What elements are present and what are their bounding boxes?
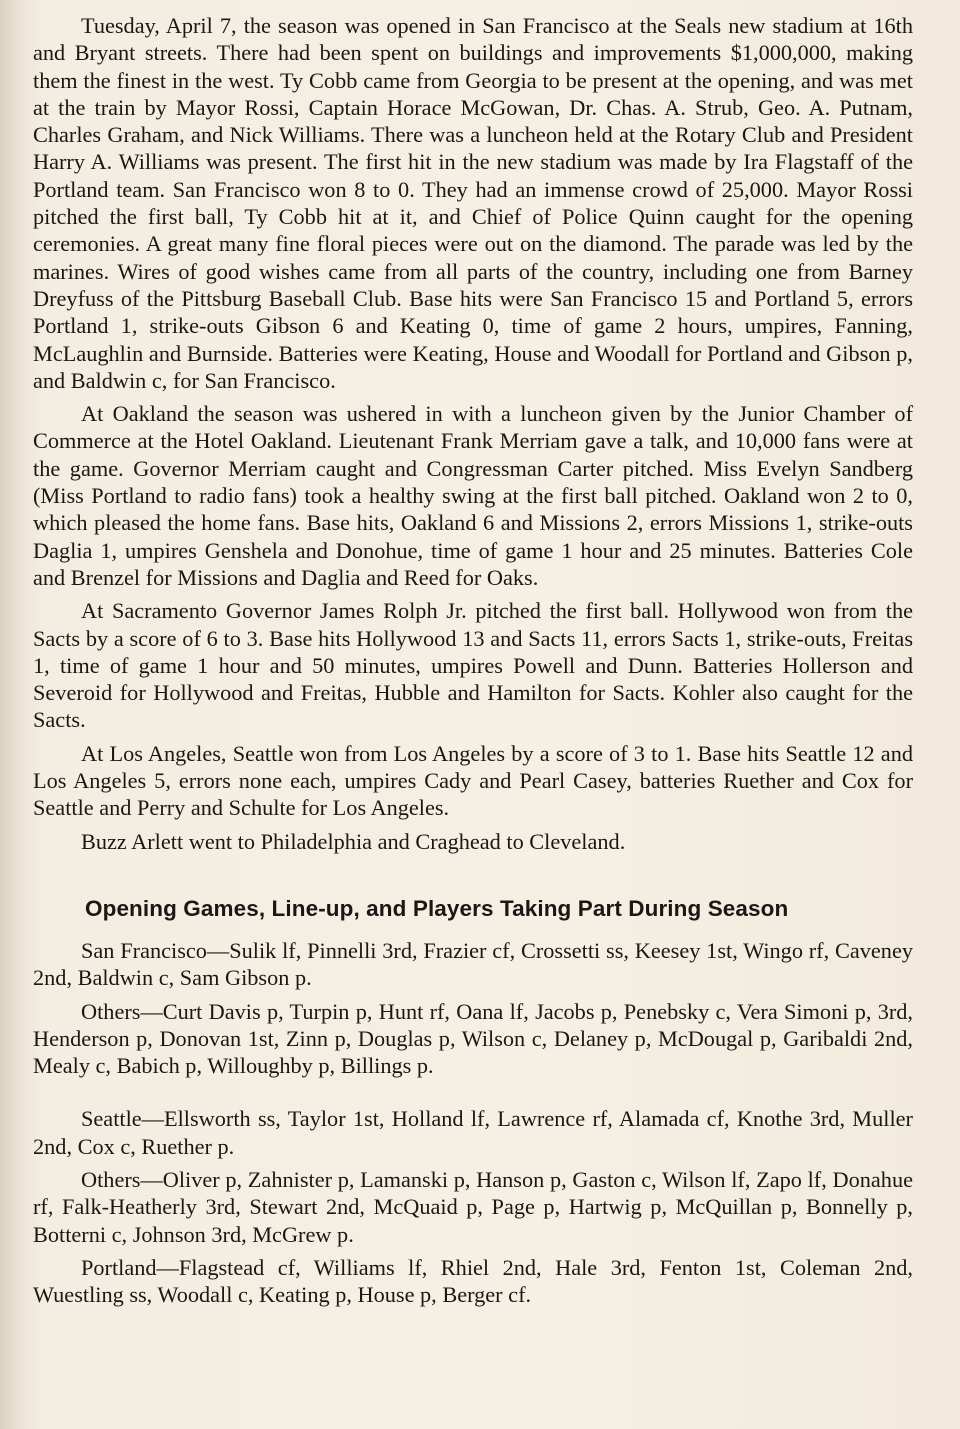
- paragraph-sacramento-opening: At Sacramento Governor James Rolph Jr. pitched the first ball. Hollywood won from the Sacts by a score of 6 to 3. Base hits Hollywood 13 and Sacts 11, errors Sacts 1, strike-outs, Freitas 1, time of game 1 hour and 50 minutes, umpires Powell and Dunn. Batteries Hollerson and Severoid for Hollywood and Freitas, Hubble and Hamilton for Sacts. Kohler also caught for the Sacts.: [33, 598, 913, 733]
- lineup-san-francisco-others: Others—Curt Davis p, Turpin p, Hunt rf, Oana lf, Jacobs p, Penebsky c, Vera Simoni p, 3rd, Henderson p, Donovan 1st, Zinn p, Douglas p, Wilson c, Delaney p, McDougal p, Garibaldi 2nd, Mealy c, Babich p, Willoughby p, Billings p.: [33, 998, 913, 1079]
- lineup-seattle-others: Others—Oliver p, Zahnister p, Lamanski p, Hanson p, Gaston c, Wilson lf, Zapo lf, Donahue rf, Falk-Heatherly 3rd, Stewart 2nd, McQuaid p, Page p, Hartwig p, McQuillan p, Bonnelly p, Botterni c, Johnson 3rd, McGrew p.: [33, 1166, 913, 1247]
- paragraph-los-angeles-opening: At Los Angeles, Seattle won from Los Angeles by a score of 3 to 1. Base hits Seattle 12 and Los Angeles 5, errors none each, umpires Cady and Pearl Casey, batteries Ruether and Cox for Seattle and Perry and Schulte for Los Angeles.: [33, 740, 913, 821]
- lineup-seattle: Seattle—Ellsworth ss, Taylor 1st, Holland lf, Lawrence rf, Alamada cf, Knothe 3rd, Muller 2nd, Cox c, Ruether p.: [33, 1106, 913, 1159]
- paragraph-player-transfers: Buzz Arlett went to Philadelphia and Craghead to Cleveland.: [81, 828, 626, 854]
- lineup-portland: Portland—Flagstead cf, Williams lf, Rhiel 2nd, Hale 3rd, Fenton 1st, Coleman 2nd, Wuestling ss, Woodall c, Keating p, House p, Berger cf.: [33, 1254, 913, 1308]
- paragraph-san-francisco-opening: Tuesday, April 7, the season was opened in San Francisco at the Seals new stadium at 16th and Bryant streets. There had been spent on buildings and improvements $1,000,000, making them the finest in the west. Ty Cobb came from Georgia to be present at the opening, and was met at the train by Mayor Rossi, Captain Horace McGowan, Dr. Chas. A. Strub, Geo. A. Putnam, Charles Graham, and Nick Williams. There was a luncheon held at the Rotary Club and President Harry A. Williams was present. The first hit in the new stadium was made by Ira Flagstaff of the Portland team. San Francisco won 8 to 0. They had an immense crowd of 25,000. Mayor Rossi pitched the first ball, Ty Cobb hit at it, and Chief of Police Quinn caught for the opening ceremonies. A great many fine floral pieces were out on the diamond. The parade was led by the marines. Wires of good wishes came from all parts of the country, including one from Barney Dreyfuss of the Pittsburg Baseball Club. Base hits were San Francisco 15 and Portland 5, errors Portland 1, strike-outs Gibson 6 and Keating 0, time of game 2 hours, umpires, Fanning, McLaughlin and Burnside. Batteries were Keating, House and Woodall for Portland and Gibson p, and Baldwin c, for San Francisco.: [33, 13, 913, 393]
- page-text: [33, 12, 913, 1314]
- paragraph-oakland-opening: At Oakland the season was ushered in with a luncheon given by the Junior Chamber of Commerce at the Hotel Oakland. Lieutenant Frank Merriam gave a talk, and 10,000 fans were at the game. Governor Merriam caught and Congressman Carter pitched. Miss Evelyn Sandberg (Miss Portland to radio fans) took a healthy swing at the first ball pitched. Oakland won 2 to 0, which pleased the home fans. Base hits, Oakland 6 and Missions 2, errors Missions 1, strike-outs Daglia 1, umpires Genshela and Donohue, time of game 1 hour and 25 minutes. Batteries Cole and Brenzel for Missions and Daglia and Reed for Oaks.: [33, 401, 913, 590]
- lineup-san-francisco: San Francisco—Sulik lf, Pinnelli 3rd, Frazier cf, Crossetti ss, Keesey 1st, Wingo rf, Caveney 2nd, Baldwin c, Sam Gibson p.: [33, 937, 913, 991]
- section-heading: Opening Games, Line-up, and Players Taking Part During Season: [85, 895, 789, 921]
